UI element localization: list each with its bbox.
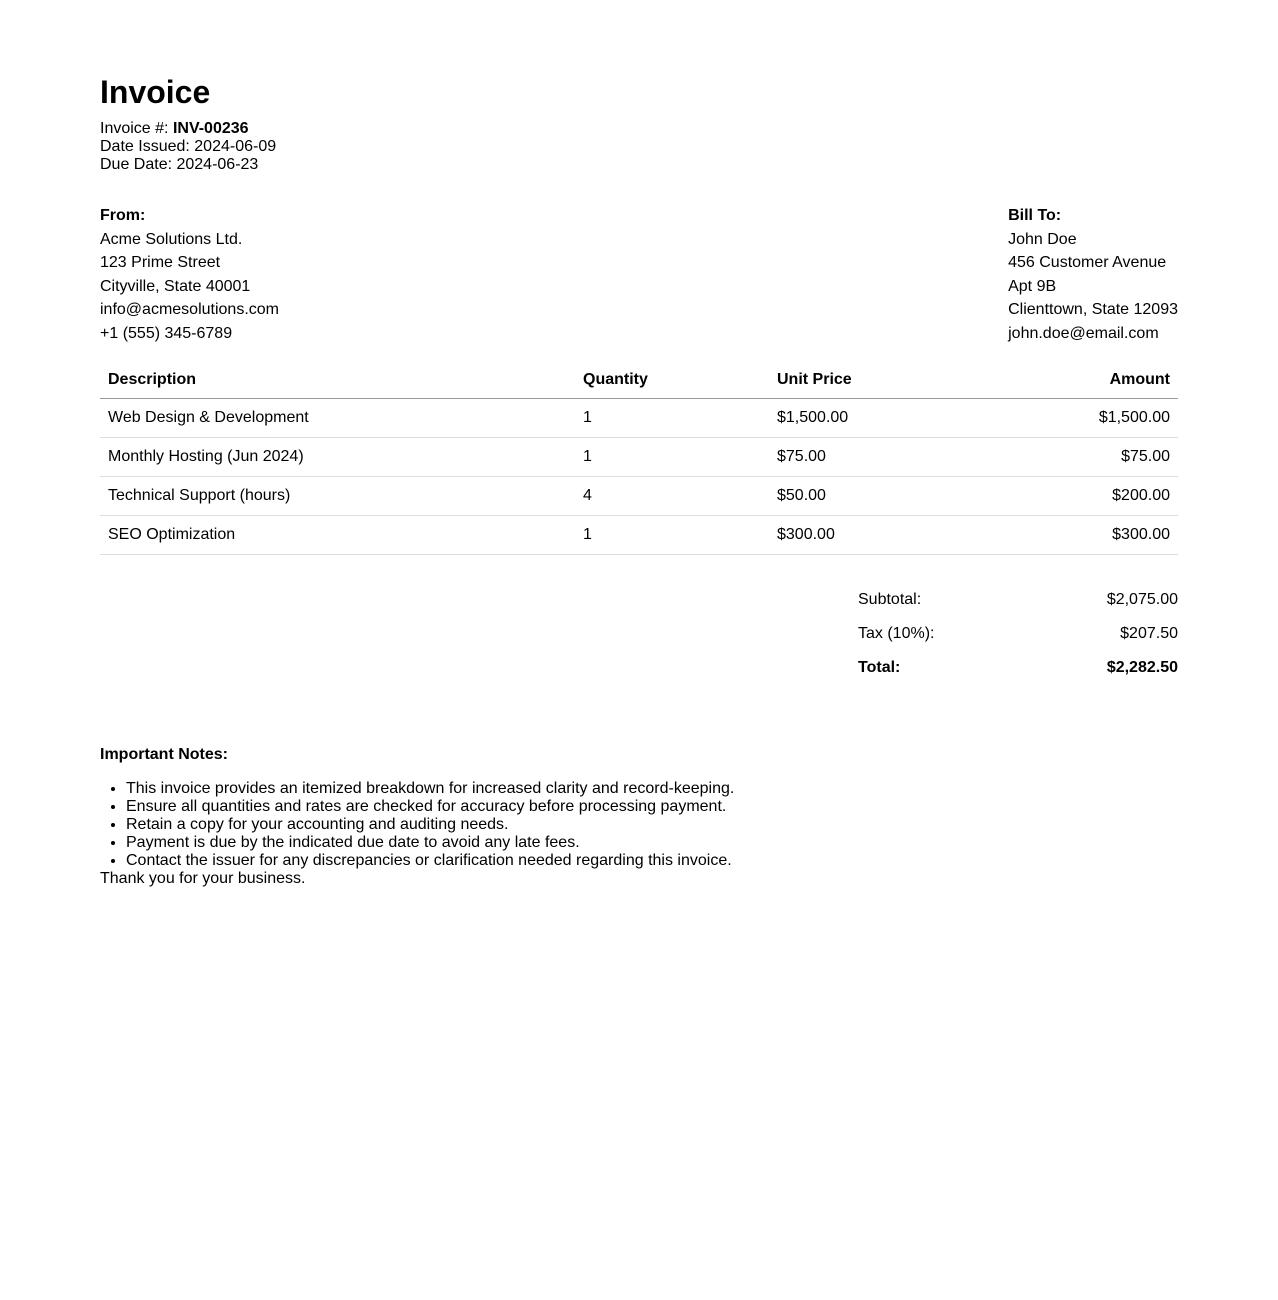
total-label: Total: <box>858 659 901 676</box>
due-date: Due Date: 2024-06-23 <box>100 156 259 173</box>
from-block <box>100 204 279 345</box>
from-company: Acme Solutions Ltd. <box>100 230 243 248</box>
table-header-row <box>100 360 1178 399</box>
notes-section <box>100 746 1178 888</box>
bill-to-city: Clienttown, State 12093 <box>1008 301 1178 318</box>
cell-amount: $75.00 <box>1045 438 1178 477</box>
thank-you-text: Thank you for your business. <box>100 870 306 887</box>
from-phone: +1 (555) 345-6789 <box>100 324 233 342</box>
table-row <box>100 516 1178 555</box>
list-item: • Payment is due by the indicated due date to avoid any late fees. <box>126 834 1178 852</box>
list-item: • This invoice provides an itemized breakdown for increased clarity and record-keeping. <box>126 780 1178 798</box>
bill-to-block <box>1008 204 1178 345</box>
from-email: info@acmesolutions.com <box>100 301 279 318</box>
cell-description: Web Design & Development <box>100 399 575 438</box>
subtotal-value: $2,075.00 <box>1106 591 1178 608</box>
header-quantity: Quantity <box>575 360 769 399</box>
cell-description: Technical Support (hours) <box>100 477 575 516</box>
list-item: • Retain a copy for your accounting and auditing needs. <box>126 816 1178 834</box>
tax-row <box>858 625 1178 659</box>
cell-amount: $1,500.00 <box>1045 399 1178 438</box>
from-heading: From: <box>100 207 146 224</box>
cell-quantity: 1 <box>575 399 769 438</box>
bill-to-heading: Bill To: <box>1008 207 1062 224</box>
cell-amount: $200.00 <box>1045 477 1178 516</box>
bill-to-name: John Doe <box>1008 230 1077 248</box>
cell-quantity: 4 <box>575 477 769 516</box>
cell-unit-price: $300.00 <box>769 516 1045 555</box>
header-amount: Amount <box>1045 360 1178 399</box>
invoice-meta <box>100 120 1178 174</box>
table-row <box>100 477 1178 516</box>
invoice-number-label: Invoice #: <box>100 120 173 137</box>
header-unit-price: Unit Price <box>769 360 1045 399</box>
cell-description: SEO Optimization <box>100 516 575 555</box>
total-value: $2,282.50 <box>1106 659 1178 676</box>
cell-unit-price: $1,500.00 <box>769 399 1045 438</box>
bill-to-apt: Apt 9B <box>1008 277 1057 295</box>
date-issued: Date Issued: 2024-06-09 <box>100 138 277 155</box>
tax-label: Tax (10%): <box>858 625 935 642</box>
list-item: • Ensure all quantities and rates are checked for accuracy before processing payment. <box>126 798 1178 816</box>
tax-value: $207.50 <box>1120 625 1178 642</box>
cell-unit-price: $75.00 <box>769 438 1045 477</box>
from-street: 123 Prime Street <box>100 254 221 271</box>
bill-to-street: 456 Customer Avenue <box>1008 254 1167 271</box>
subtotal-label: Subtotal: <box>858 591 922 608</box>
from-city: Cityville, State 40001 <box>100 277 251 295</box>
cell-quantity: 1 <box>575 516 769 555</box>
totals-section <box>858 591 1178 693</box>
invoice-number-line <box>100 120 1178 138</box>
line-items-table <box>100 360 1178 555</box>
list-item: • Contact the issuer for any discrepancies or clarification needed regarding this invoice. <box>126 852 1178 870</box>
table-body <box>100 399 1178 555</box>
notes-heading: Important Notes: <box>100 746 228 763</box>
cell-amount: $300.00 <box>1045 516 1178 555</box>
table-header <box>100 360 1178 399</box>
subtotal-row <box>858 591 1178 625</box>
invoice-number: INV-00236 <box>172 120 249 137</box>
cell-description: Monthly Hosting (Jun 2024) <box>100 438 575 477</box>
parties-section <box>100 204 1178 345</box>
header-description: Description <box>100 360 575 399</box>
cell-quantity: 1 <box>575 438 769 477</box>
bill-to-email: john.doe@email.com <box>1008 324 1159 342</box>
page-title: Invoice <box>100 74 211 110</box>
notes-list <box>100 780 1178 870</box>
total-row <box>858 659 1178 693</box>
table-row <box>100 399 1178 438</box>
table-row <box>100 438 1178 477</box>
cell-unit-price: $50.00 <box>769 477 1045 516</box>
